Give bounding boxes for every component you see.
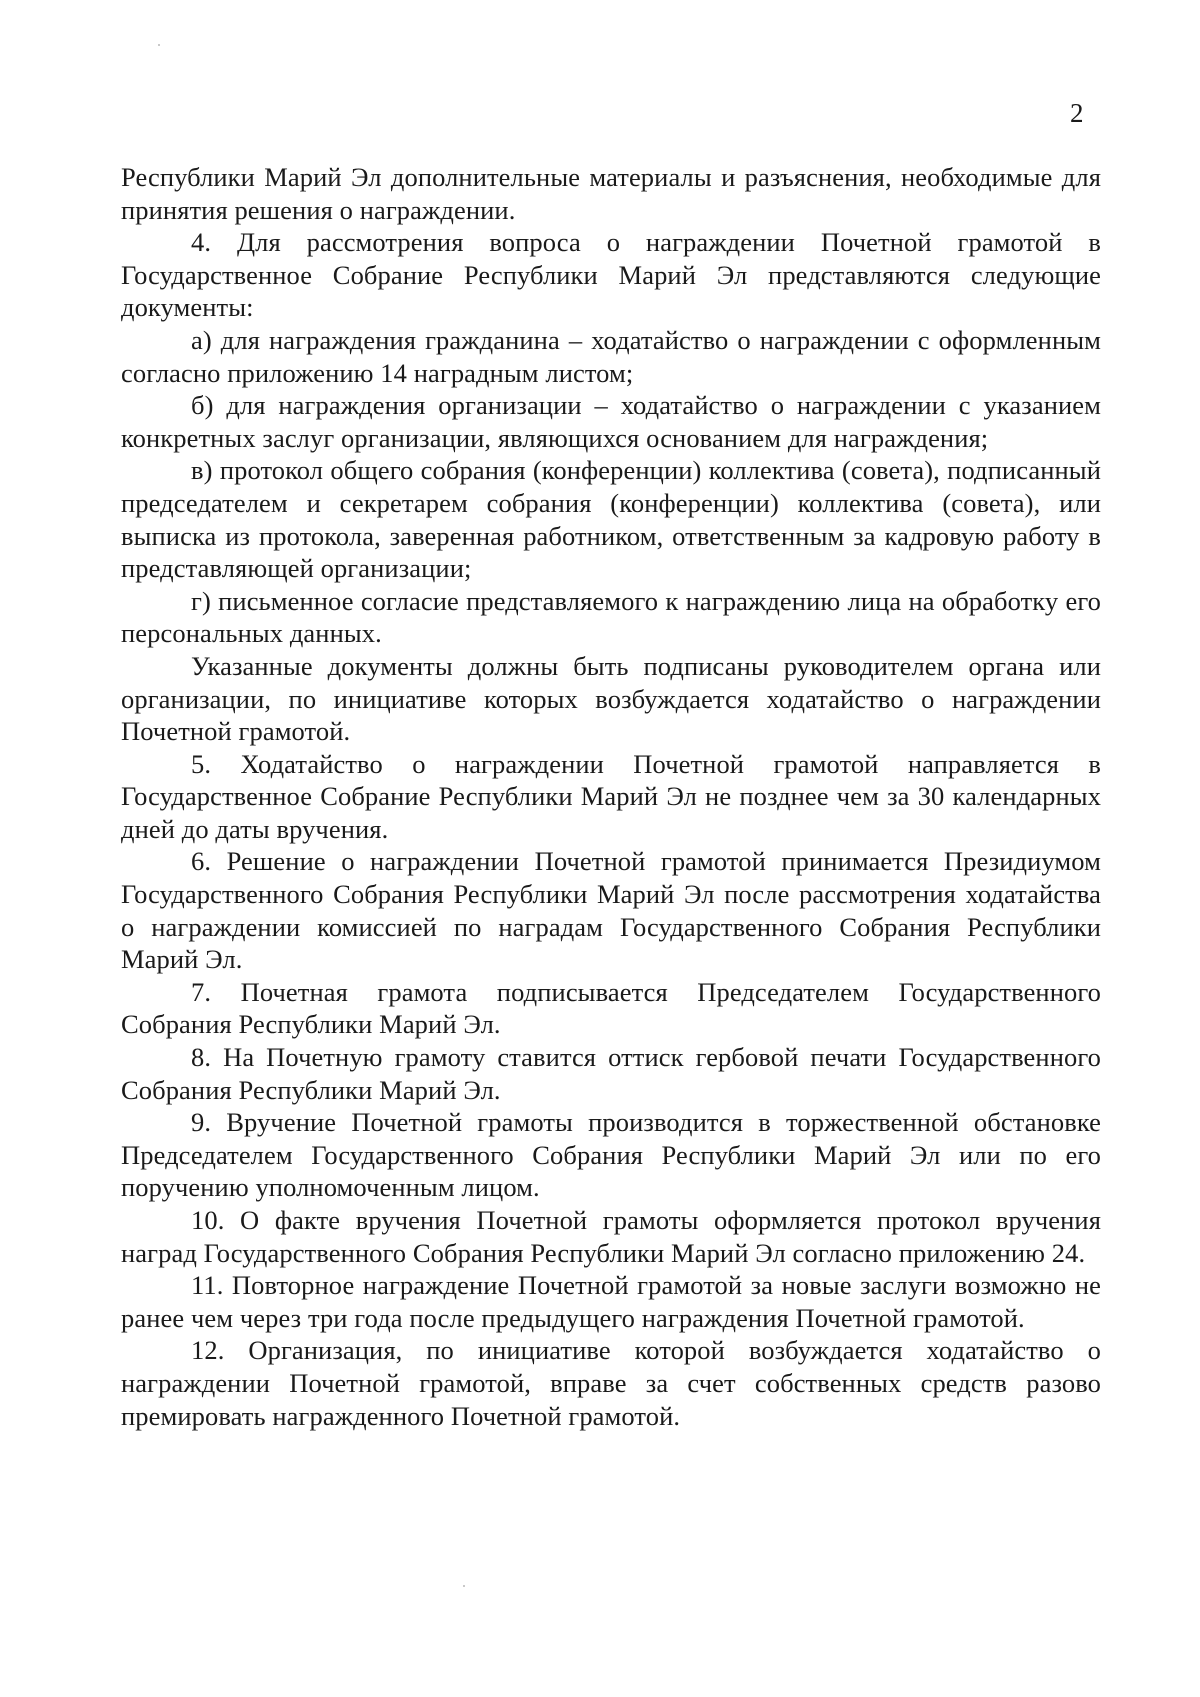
document-body <box>121 161 1101 1432</box>
paragraph-item-12: 12. Организация, по инициативе которой возбуждается ходатайство о награждении Почетной грамотой, вправе за счет собственных средств разово премировать награжденного Почетной грамотой. <box>121 1335 1101 1431</box>
paragraph-item-8: 8. На Почетную грамоту ставится оттиск гербовой печати Государственного Собрания Республики Марий Эл. <box>121 1042 1101 1105</box>
paragraph-item-10: 10. О факте вручения Почетной грамоты оформляется протокол вручения наград Государственного Собрания Республики Марий Эл согласно приложению 24. <box>121 1205 1101 1268</box>
paragraph-item-11: 11. Повторное награждение Почетной грамотой за новые заслуги возможно не ранее чем через три года после предыдущего награждения Почетной грамотой. <box>121 1270 1101 1333</box>
paragraph-subitem-v: в) протокол общего собрания (конференции) коллектива (совета), подписанный председателем и секретарем собрания (конференции) коллектива (совета), или выписка из протокола, заверенная работником, ответственным за кадровую работу в представляющей организации; <box>121 455 1101 584</box>
paragraph-item-6: 6. Решение о награждении Почетной грамотой принимается Президиумом Государственного Собрания Республики Марий Эл после рассмотрения ходатайства о награждении комиссией по наградам Государственного Собрания Республики Марий Эл. <box>121 846 1101 975</box>
scan-speck <box>463 1585 465 1587</box>
paragraph-item-7: 7. Почетная грамота подписывается Председателем Государственного Собрания Республики Марий Эл. <box>121 976 1101 1040</box>
paragraph-subitem-g: г) письменное согласие представляемого к награждению лица на обработку его персональных данных. <box>121 585 1101 649</box>
paragraph-subitem-a: а) для награждения гражданина – ходатайство о награждении с оформленным согласно приложению 14 наградным листом; <box>121 324 1101 388</box>
paragraph-continuation: Республики Марий Эл дополнительные материалы и разъяснения, необходимые для принятия решения о награждении. <box>121 162 1101 225</box>
paragraph-subitem-b: б) для награждения организации – ходатайство о награждении с указанием конкретных заслуг организации, являющихся основанием для награждения; <box>121 390 1101 453</box>
paragraph-signature-note: Указанные документы должны быть подписаны руководителем органа или организации, по инициативе которых возбуждается ходатайство о награждении Почетной грамотой. <box>121 650 1101 747</box>
paragraph-item-9: 9. Вручение Почетной грамоты производится в торжественной обстановке Председателем Государственного Собрания Республики Марий Эл или по его поручению уполномоченным лицом. <box>121 1107 1101 1203</box>
paragraph-item-5: 5. Ходатайство о награждении Почетной грамотой направляется в Государственное Собрание Республики Марий Эл не позднее чем за 30 календарных дней до даты вручения. <box>121 748 1101 844</box>
page-number: 2 <box>1070 98 1084 128</box>
scan-speck <box>158 44 160 46</box>
paragraph-item-4: 4. Для рассмотрения вопроса о награждении Почетной грамотой в Государственное Собрание Республики Марий Эл представляются следующие документы: <box>121 227 1101 323</box>
